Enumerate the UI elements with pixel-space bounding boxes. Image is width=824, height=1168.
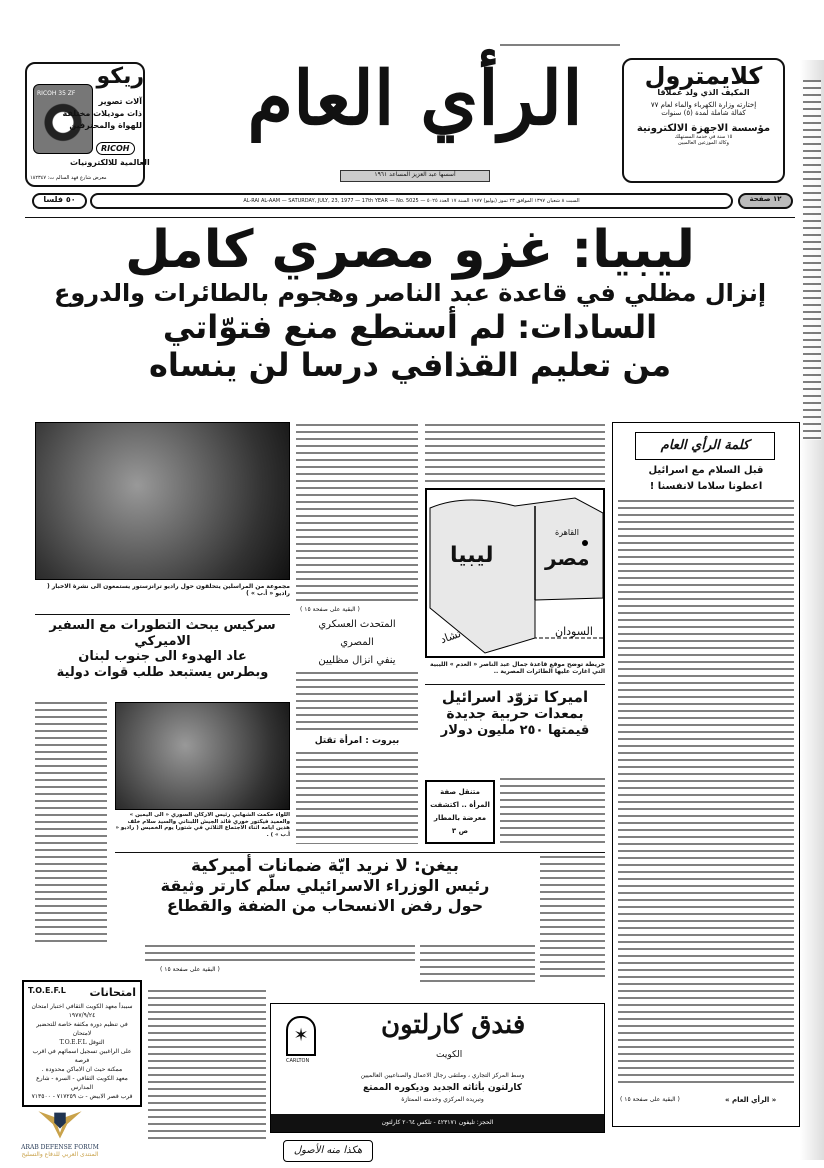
photo-caption: مجموعة من المراسلين يتحلقون حول راديو ترانزستور يستمعون الى نشرة الاخبار ( راديو « أ.ب » ) [47,583,290,598]
palm-tree-icon: ✶ [286,1016,316,1056]
lebanon-headline-2: عاد الهدوء الى جنوب لبنان [78,649,247,665]
beirut-brief: بيروت : امرأة تقتل [314,736,400,746]
article-body [296,424,418,604]
article-body [540,856,605,981]
carlton-line: وسط المركز التجاري ، وملتقى رجال الاعمال والصناعيين العالميين [360,1072,525,1079]
sub-headline-1: إنزال مظلي في قاعدة عبد الناصر وهجوم بالطائرات والدروع [53,279,767,308]
climatrol-line: ١٥ سنة في خدمة المستهلك [674,134,733,140]
ricoh-model: RICOH 35 ZF [37,90,76,97]
map-caption: خريطة توضح موقع قاعدة جمال عبد الناصر « العدم » الليبية التي اغارت عليها الطائرات المصرية .. [429,661,605,676]
begin-continued: ( البقية على صفحة ١٥ ) [160,966,220,973]
lebanon-headline-3: وبطرس يستبعد طلب قوات دولية [56,664,269,680]
watermark-logo [10,1104,110,1166]
article-body [420,945,535,985]
toefl-line: معهد الكويت الثقافي - السرة - شارع المدارس [36,1075,128,1091]
ricoh-logo: RICOH [96,142,135,155]
watermark-name: ARAB DEFENSE FORUM [21,1144,99,1151]
ricoh-line: ذات موديلات مختلفة [62,109,142,118]
editorial-label: كلمة الرأي العام [635,432,775,460]
main-headline: ليبيا: غزو مصري كامل [125,220,695,280]
toefl-ad [22,980,142,1107]
price-badge: ٥٠ فلسا [32,193,87,209]
climatrol-brand: كلايمترول [644,62,763,90]
editorial-title-2: اعطونا سلاما لانفسنا ! [649,481,763,492]
sub-headline-3: من تعليم القذافي درسا لن ينساه [148,346,672,385]
toefl-line: على الراغبين تسجيل اسمائهم في اقرب فرصة [32,1048,132,1064]
editorial-signature: « الرأي العام » [725,1096,777,1104]
teaser-line: متنقل صفة [440,788,480,796]
meeting-photo-caption: اللواء حكمت الشهابي رئيس الاركان السوري « الى اليمين » والعميد فيكتور خوري قائد الجيش اللبناني والسيد سلام خلف هذين ايامه اثناء الاجتماع الثلاثي في شتورا يوم الخميس ( راديو « أ.ب » ) . [115,812,290,838]
ricoh-line: آلات تصوير [98,97,142,106]
america-headline-2: بمعدات حربية جديدة [446,706,584,722]
carlton-line: وتبريده المركزي وخدمته الممتازة [401,1096,484,1103]
editorial-continued: ( البقية على صفحة ١٥ ) [620,1096,680,1103]
climatrol-line: المكيف الذي ولد عملاقا [657,88,750,97]
america-headline-3: قيمتها ٢٥٠ مليون دولار [440,722,590,738]
ricoh-dealer: العالمية للالكترونيات [70,158,150,167]
meeting-photo [115,702,290,810]
climatrol-line: وكالة الموزعين العالميين [678,140,729,146]
military-headline-3: ينفي انزال مظليين [318,655,396,666]
toefl-title: امتحانات [89,986,136,999]
climatrol-ad [622,58,785,183]
ricoh-address: معرض شارع فهد السالم ت: ١٨٢٣٤٧ [30,175,107,181]
carlton-city: الكويت [436,1050,463,1060]
map-label-chad: تشاد [438,626,463,647]
masthead-tagline: أسسها عبد العزيز المساعد ١٩٦١ [340,170,490,182]
toefl-line: سيبدأ معهد الكويت الثقافي اختبار امتحان ١٩٧٧/٩/٢٤ [31,1003,133,1019]
carlton-phone: الحجز: تليفون ٤٢٣١٧١ - تلكس ٢٠٦٤ كارلتون [271,1114,604,1132]
sub-headline-2: السادات: لم أستطع منع فتوّاتي [162,307,658,346]
toefl-line: التوفل T.O.E.F.L [59,1039,105,1046]
dateline: السبت ٨ شعبان ١٣٩٧ الموافق ٢٣ تموز (يوليو) ١٩٧٧ السنة ١٧ العدد ٥٠٢٥ — AL-RAI AL-AAM — SATURDAY, JULY, 23, 1977 — 17th YEAR — No. 5025 [90,193,733,209]
map-label-sudan: السودان [555,625,593,638]
teaser-line: المرأة .. اكتشفت [430,801,490,809]
lebanon-headline-1: سركيس يبحث التطورات مع السفير الاميركي [49,618,276,649]
masthead-title: الرأي العام [247,56,583,142]
carlton-ad [270,1003,605,1133]
toefl-line: قرب قصر الابيض - ت ٧١٧٢٥٩ - ٧١٣٥٠٠ [31,1093,133,1100]
headline-stack [25,222,795,385]
lebanon-headline-stack [35,618,290,680]
map-label-libya: ليبيا [450,543,494,568]
carlton-line: كارلتون بأثاثه الجديد وديكوره الممتع [362,1083,523,1093]
reporters-photo [35,422,290,580]
article-body [296,672,418,730]
map-label-egypt: مصر [545,546,590,570]
article-body [500,778,605,844]
divider [425,684,605,685]
ricoh-brand: ريكو [96,64,144,89]
article-body [296,752,418,844]
shield-wings-icon [38,1104,82,1140]
climatrol-line: إختارته وزارة الكهرباء والماء لعام ٧٧ [650,101,757,109]
watermark-arabic: المنتدى العربي للدفاع والتسليح [21,1151,99,1158]
carlton-title: فندق كارلتون [381,1010,526,1040]
map-label-cairo: القاهرة [555,528,579,537]
teaser-line: معرضة بالمطار [433,814,487,822]
handwritten-note: هكذا منه الأصول [283,1140,373,1162]
divider [35,614,290,615]
article-body [148,990,266,1140]
toefl-code: T.O.E.F.L [28,986,66,995]
ricoh-line: للهواة والمحترفين [69,121,142,130]
article-body [425,424,605,484]
climatrol-line: مؤسسة الاجهزة الالكترونية [636,123,771,134]
begin-headline-3: حول رفض الانسحاب من الضفة والقطاع [166,895,484,915]
article-body [145,945,415,961]
toefl-line: ممكنة حيث ان الاماكن محدودة . [41,1066,123,1073]
climatrol-line: كفالة شاملة لمدة (٥) سنوات [661,109,746,117]
america-headline-stack [425,688,605,738]
editorial-body [618,500,794,1088]
carlton-logo: CARLTON [286,1058,310,1064]
pages-badge: ١٢ صفحة [738,193,793,209]
begin-headline-2: رئيس الوزراء الاسرائيلي سلّم كارتر وثيقة [160,876,490,896]
military-headline-1: المتحدث العسكري [318,619,396,630]
begin-headline-stack [115,856,535,915]
continued-note: ( البقية على صفحة ١٥ ) [300,606,360,613]
divider [25,217,795,218]
america-headline-1: اميركا تزوّد اسرائيل [441,688,589,706]
military-headline-2: المصري [340,637,374,648]
top-marginal-text [500,44,620,50]
article-body [35,702,107,942]
teaser-box [425,780,495,844]
teaser-page: ص ٣ [451,827,469,835]
divider [115,852,605,853]
toefl-line: في تنظيم دورة مكثفة خاصة للتحضير لامتحان [36,1021,128,1037]
begin-headline-1: بيغن: لا نريد ايّة ضمانات أميركية [191,856,460,876]
adjacent-page-text [803,80,821,440]
editorial-title-1: قبل السلام مع اسرائيل [648,465,764,476]
